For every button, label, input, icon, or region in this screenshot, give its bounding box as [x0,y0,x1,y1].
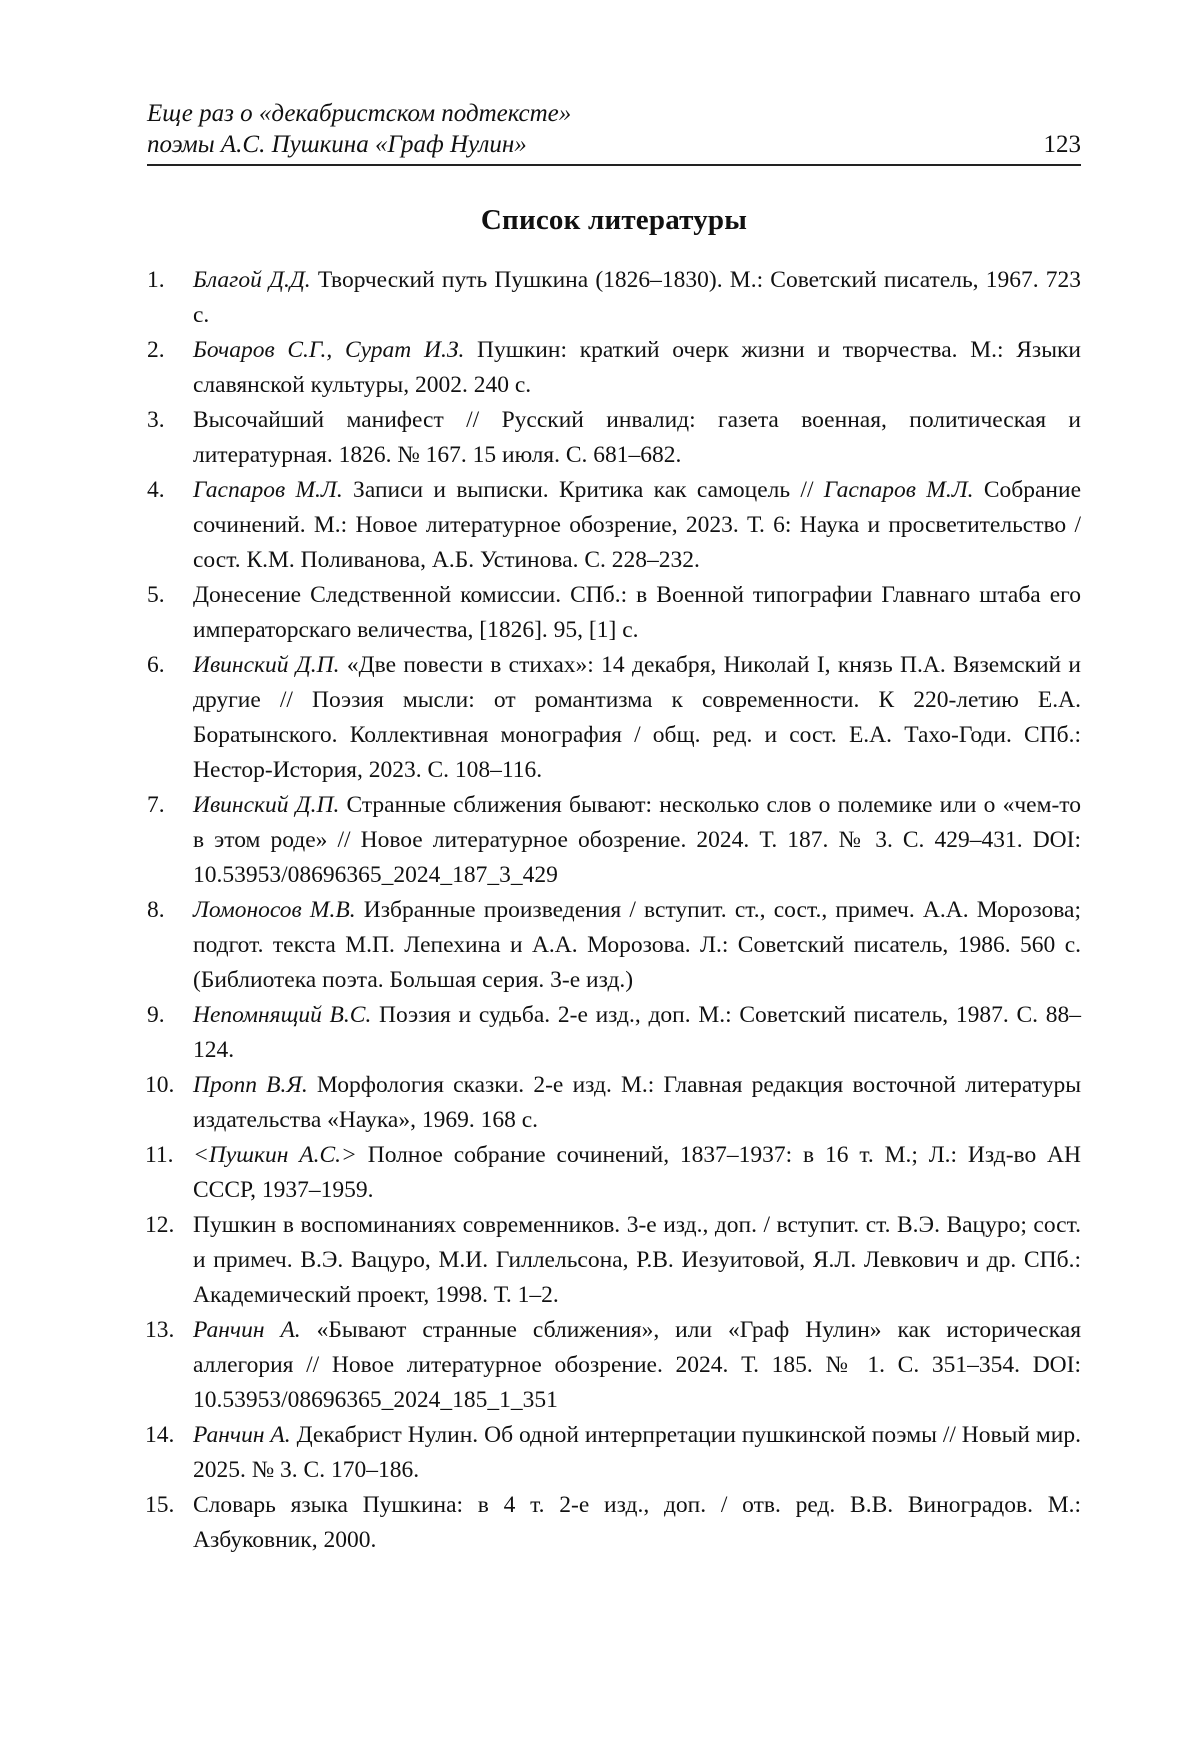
reference-number: 4. [147,477,165,503]
reference-number: 8. [147,897,165,923]
reference-number: 13. [145,1317,175,1343]
reference-text: Декабрист Нулин. Об одной интерпретации пушкинской поэмы // Новый мир. 2025. № 3. С. 170–186. [193,1422,1081,1483]
reference-author: Бочаров С.Г., Сурат И.З. [193,337,465,363]
reference-item [147,403,1081,473]
reference-item [147,1208,1081,1313]
reference-author: Пропп В.Я. [193,1072,308,1098]
reference-list [147,263,1081,1558]
reference-author: Гаспаров М.Л. [193,477,343,503]
reference-item [147,998,1081,1068]
section-title: Список литературы [480,204,748,236]
reference-item [147,1068,1081,1138]
reference-number: 3. [147,407,165,433]
reference-author: Ивинский Д.П. [193,792,340,818]
reference-item [147,893,1081,998]
reference-item [147,578,1081,648]
header-title-line2: поэмы А.С. Пушкина «Граф Нулин» [147,131,527,158]
reference-author: Благой Д.Д. [193,267,311,293]
reference-item [147,648,1081,788]
reference-text: Пушкин в воспоминаниях современников. 3-е изд., доп. / вступит. ст. В.Э. Вацуро; сост. и примеч. В.Э. Вацуро, М.И. Гиллельсона, Р.В. Иезуитовой, Я.Л. Левкович и др. СПб.: Академический проект, 1998. Т. 1–2. [193,1212,1081,1308]
reference-number: 11. [145,1142,174,1168]
reference-number: 5. [147,582,165,608]
reference-item [147,1488,1081,1558]
reference-text: Донесение Следственной комиссии. СПб.: в Военной типографии Главнаго штаба его императорскаго величества, [1826]. 95, [1] с. [193,582,1081,643]
reference-number: 10. [145,1072,175,1098]
reference-text: Словарь языка Пушкина: в 4 т. 2-е изд., доп. / отв. ред. В.В. Виноградов. М.: Азбуковник, 2000. [193,1492,1081,1553]
reference-text: Полное собрание сочинений, 1837–1937: в 16 т. М.; Л.: Изд-во АН СССР, 1937–1959. [193,1142,1081,1203]
running-header [147,98,1081,166]
reference-item [147,1138,1081,1208]
reference-item [147,1313,1081,1418]
reference-item [147,263,1081,333]
reference-item [147,333,1081,403]
reference-number: 1. [147,267,165,293]
reference-number: 15. [145,1492,175,1518]
reference-number: 12. [145,1212,175,1238]
reference-text: Пушкин: краткий очерк жизни и творчества. М.: Языки славянской культуры, 2002. 240 с. [193,337,1081,398]
reference-number: 14. [145,1422,175,1448]
reference-text: Странные сближения бывают: несколько слов о полемике или о «чем-то в этом роде» // Новое литературное обозрение. 2024. Т. 187. № 3. С. 429–431. DOI: 10.53953/08696365_2024_187_3_429 [193,792,1081,888]
page-number: 123 [1043,131,1081,158]
reference-author: Гаспаров М.Л. [823,477,974,503]
reference-item [147,1418,1081,1488]
document-page [147,98,1081,1558]
header-title-line1: Еще раз о «декабристском подтексте» [147,100,572,127]
reference-text: Собрание сочинений. М.: Новое литературное обозрение, 2023. Т. 6: Наука и просветительство / сост. К.М. Поливанова, А.Б. Устинова. С. 228–232. [193,477,1081,573]
reference-text: Записи и выписки. Критика как самоцель // [342,477,824,503]
reference-author: Непомнящий В.С. [193,1002,372,1028]
reference-text: Поэзия и судьба. 2-е изд., доп. М.: Советский писатель, 1987. С. 88–124. [193,1002,1081,1063]
reference-author: Ранчин А. [193,1317,301,1343]
reference-author: <Пушкин А.С.> [193,1142,357,1168]
reference-author: Ломоносов М.В. [193,897,356,923]
reference-author: Ранчин А. [193,1422,291,1448]
reference-text: «Две повести в стихах»: 14 декабря, Николай I, князь П.А. Вяземский и другие // Поэзия мысли: от романтизма к современности. К 220-летию Е.А. Боратынского. Коллективная монография / общ. ред. и сост. Е.А. Тахо-Годи. СПб.: Нестор-История, 2023. С. 108–116. [193,652,1081,783]
reference-text: Высочайший манифест // Русский инвалид: газета военная, политическая и литературная. 1826. № 167. 15 июля. С. 681–682. [193,407,1081,468]
reference-author: Ивинский Д.П. [193,652,340,678]
reference-number: 7. [147,792,165,818]
reference-item [147,788,1081,893]
reference-text: Морфология сказки. 2-е изд. М.: Главная редакция восточной литературы издательства «Наука», 1969. 168 с. [193,1072,1081,1133]
reference-number: 2. [147,337,165,363]
reference-text: «Бывают странные сближения», или «Граф Нулин» как историческая аллегория // Новое литературное обозрение. 2024. Т. 185. № 1. С. 351–354. DOI: 10.53953/08696365_2024_185_1_351 [193,1317,1082,1413]
reference-number: 6. [147,652,165,678]
reference-item [147,473,1081,578]
reference-text: Избранные произведения / вступит. ст., сост., примеч. А.А. Морозова; подгот. текста М.П. Лепехина и А.А. Морозова. Л.: Советский писатель, 1986. 560 с. (Библиотека поэта. Большая серия. 3-е изд.) [193,897,1082,993]
reference-text: Творческий путь Пушкина (1826–1830). М.: Советский писатель, 1967. 723 с. [193,267,1082,328]
header-title [147,98,571,160]
reference-number: 9. [147,1002,165,1028]
